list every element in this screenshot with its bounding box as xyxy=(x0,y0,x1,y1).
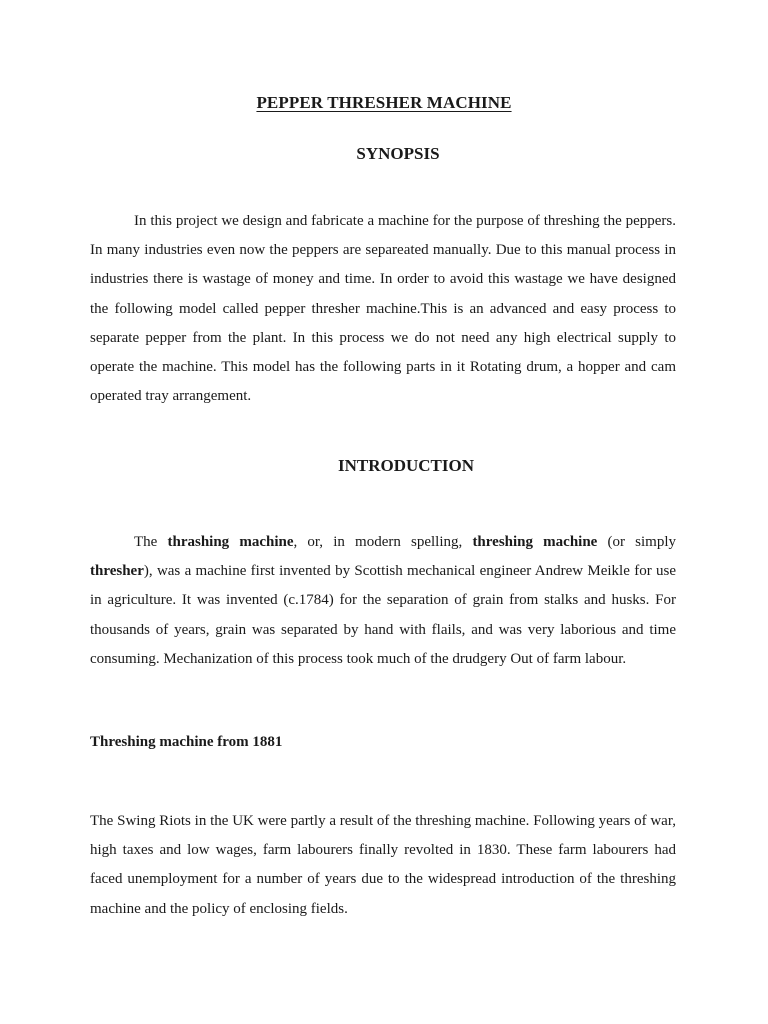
intro-segment: , or, in modern spelling, xyxy=(293,534,473,550)
intro-bold-term: thrashing machine xyxy=(167,534,294,550)
synopsis-text: In this project we design and fabricate a machine for the purpose of threshing the peppers. In many industries even now the peppers are separeated manually. Due to this manual process in industries there is wastage of money and time. In order to avoid this wastage we have designed the following model called pepper thresher machine.This is an advanced and easy process to separate pepper from the plant. In this process we do not need any high electrical supply to operate the machine. This model has the following parts in it Rotating drum, a hopper and cam operated tray arrangement. xyxy=(90,213,676,405)
intro-segment: (or simply xyxy=(597,534,676,550)
swing-riots-paragraph: The Swing Riots in the UK were partly a result of the threshing machine. Following years of war, high taxes and low wages, farm labourers finally revolted in 1830. These farm labourers had faced unemployment for a number of years due to the widespread introduction of the threshing machine and the policy of enclosing fields. xyxy=(90,813,676,917)
synopsis-heading: SYNOPSIS xyxy=(356,144,440,163)
document-title: PEPPER THRESHER MACHINE xyxy=(256,93,512,112)
subsection-heading: Threshing machine from 1881 xyxy=(90,734,283,750)
introduction-heading: INTRODUCTION xyxy=(337,456,475,475)
synopsis-paragraph xyxy=(90,207,676,411)
intro-bold-term: thresher xyxy=(90,563,144,580)
intro-bold-term: threshing machine xyxy=(472,534,598,550)
intro-segment: ), was a machine first invented by Scottish mechanical engineer Andrew Meikle for use in agriculture. It was invented (c.1784) for the separation of grain from stalks and husks. For thousands of years, grain was separated by hand with flails, and was very laborious and time consuming. Mechanization of this process took much of the drudgery Out of farm labour. xyxy=(90,563,676,667)
intro-segment: The xyxy=(134,534,168,550)
introduction-paragraph xyxy=(90,528,676,674)
